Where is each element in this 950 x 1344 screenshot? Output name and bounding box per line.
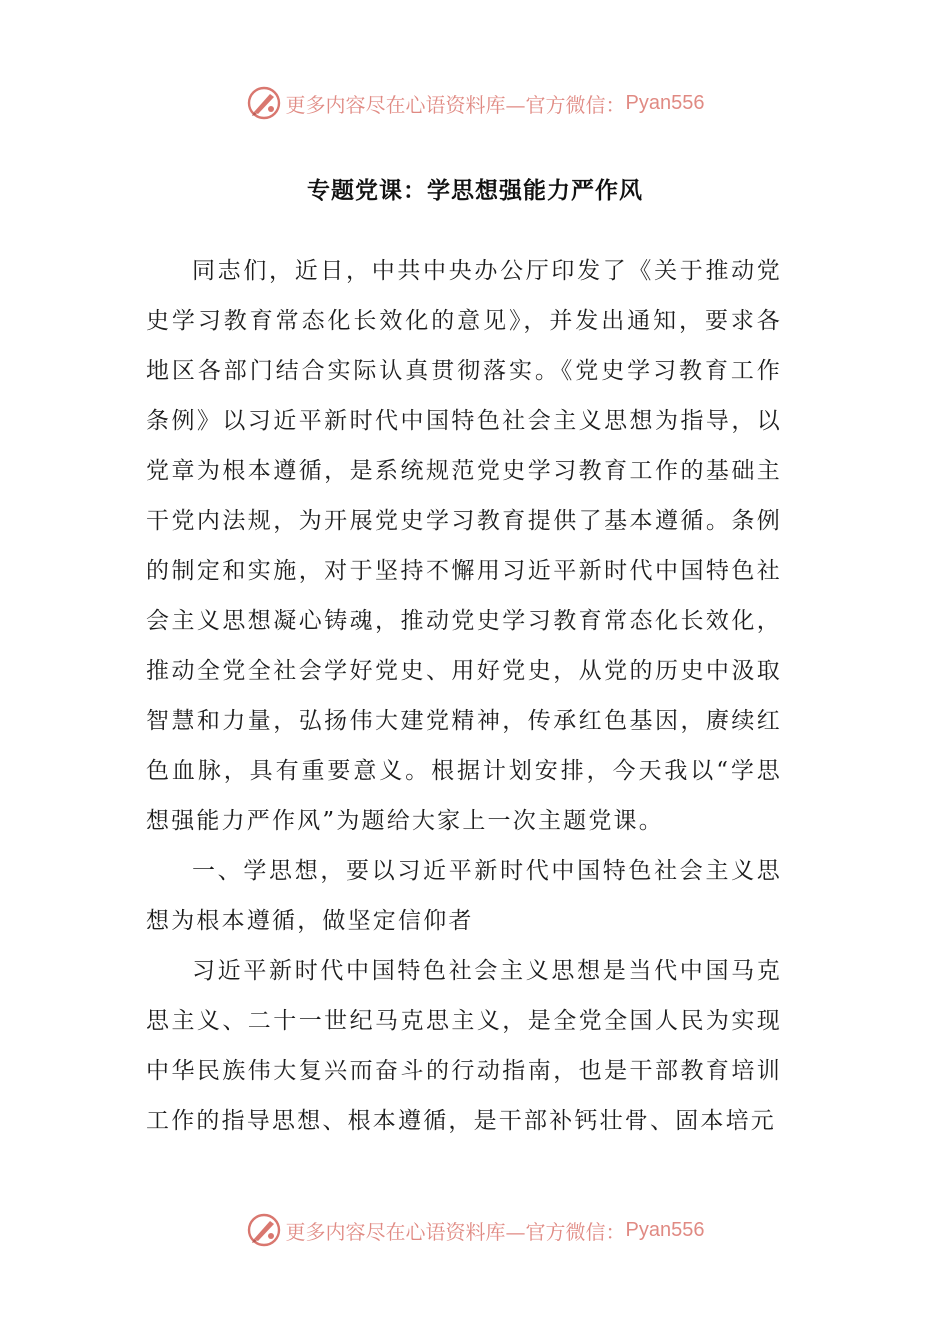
banner-text: 更多内容尽在心语资料库—官方微信：: [285, 92, 626, 117]
document-title: 专题党课：学思想强能力严作风: [307, 178, 643, 204]
section-heading-1: 一、学思想，要以习近平新时代中国特色社会主义思想为根本遵循，做坚定信仰者: [146, 858, 782, 934]
header-watermark-banner: [0, 81, 950, 125]
paragraph-intro: 同志们，近日，中共中央办公厅印发了《关于推动党史学习教育常态化长效化的意见》，并发出通知，要求各地区各部门结合实际认真贯彻落实。《党史学习教育工作条例》以习近平新时代中国特色社会主义思想为指导，以党章为根本遵循，是系统规范党史学习教育工作的基础主干党内法规，为开展党史学习教育提供了基本遵循。条例的制定和实施，对于坚持不懈用习近平新时代中国特色社会主义思想凝心铸魂，推动党史学习教育常态化长效化，推动全党全社会学好党史、用好党史，从党的历史中汲取智慧和力量，弘扬伟大建党精神，传承红色基因，赓续红色血脉，具有重要意义。根据计划安排，今天我以“学思想强能力严作风”为题给大家上一次主题党课。: [146, 258, 782, 834]
pen-logo-icon: [246, 1212, 282, 1248]
paragraph-section-1: 习近平新时代中国特色社会主义思想是当代中国马克思主义、二十一世纪马克思主义，是全党全国人民为实现中华民族伟大复兴而奋斗的行动指南，也是干部教育培训工作的指导思想、根本遵循，是干部补钙壮骨、固本培元: [146, 958, 782, 1134]
document-body: [146, 246, 782, 1146]
banner-wechat-id: Pyan556: [625, 91, 705, 114]
banner-wechat-id: Pyan556: [625, 1218, 705, 1241]
pen-logo-icon: [246, 85, 282, 121]
footer-watermark-banner: [0, 1208, 950, 1252]
banner-text: 更多内容尽在心语资料库—官方微信：: [285, 1219, 626, 1244]
